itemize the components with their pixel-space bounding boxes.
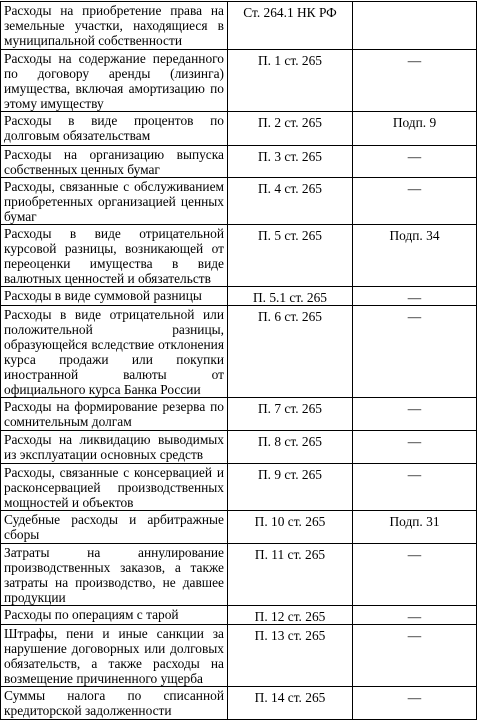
table-row [1, 511, 477, 544]
table-row [1, 50, 477, 112]
table-row [1, 687, 477, 720]
tax-code-article: П. 8 ст. 265 [228, 431, 353, 464]
subparagraph-reference: — [353, 687, 477, 720]
subparagraph-reference: — [353, 146, 477, 178]
tax-code-article: П. 10 ст. 265 [228, 511, 353, 544]
subparagraph-reference: Подп. 9 [353, 112, 477, 146]
expense-description: Расходы на приобретение права на земельные участки, находящиеся в муниципальной собственности [1, 2, 228, 50]
expense-description: Расходы в виде отрицательной или положительной разницы, образующейся вследствие отклонения курса продажи или покупки иностранной валюты от официального курса Банка России [1, 306, 228, 398]
subparagraph-reference [353, 2, 477, 50]
tax-code-article: П. 9 ст. 265 [228, 464, 353, 511]
subparagraph-reference: — [353, 544, 477, 606]
table-row [1, 464, 477, 511]
tax-code-article: П. 5 ст. 265 [228, 225, 353, 287]
expense-description: Расходы по операциям с тарой [1, 606, 228, 625]
expense-description: Расходы в виде процентов по долговым обязательствам [1, 112, 228, 146]
subparagraph-reference: — [353, 178, 477, 225]
table-row [1, 178, 477, 225]
subparagraph-reference: Подп. 31 [353, 511, 477, 544]
tax-code-article: Ст. 264.1 НК РФ [228, 2, 353, 50]
tax-code-article: П. 5.1 ст. 265 [228, 287, 353, 306]
expense-description: Расходы на формирование резерва по сомнительным долгам [1, 398, 228, 431]
tax-code-article: П. 11 ст. 265 [228, 544, 353, 606]
tax-code-article: П. 13 ст. 265 [228, 625, 353, 687]
table-row [1, 544, 477, 606]
tax-code-article: П. 4 ст. 265 [228, 178, 353, 225]
tax-code-article: П. 1 ст. 265 [228, 50, 353, 112]
tax-code-article: П. 6 ст. 265 [228, 306, 353, 398]
expense-articles-table [0, 1, 477, 720]
tax-code-article: П. 12 ст. 265 [228, 606, 353, 625]
subparagraph-reference: — [353, 431, 477, 464]
table-row [1, 146, 477, 178]
table-row [1, 306, 477, 398]
subparagraph-reference: — [353, 398, 477, 431]
table-row [1, 606, 477, 625]
tax-code-article: П. 14 ст. 265 [228, 687, 353, 720]
subparagraph-reference: — [353, 464, 477, 511]
table-row [1, 398, 477, 431]
subparagraph-reference: — [353, 306, 477, 398]
table-row [1, 625, 477, 687]
subparagraph-reference: — [353, 287, 477, 306]
expense-description: Расходы на организацию выпуска собственных ценных бумаг [1, 146, 228, 178]
expense-description: Затраты на аннулирование производственных заказов, а также затраты на производство, не давшее продукции [1, 544, 228, 606]
subparagraph-reference: Подп. 34 [353, 225, 477, 287]
expense-description: Расходы на ликвидацию выводимых из эксплуатации основных средств [1, 431, 228, 464]
table-row [1, 225, 477, 287]
expense-description: Судебные расходы и арбитражные сборы [1, 511, 228, 544]
tax-code-article: П. 2 ст. 265 [228, 112, 353, 146]
table-row [1, 2, 477, 50]
table-row [1, 287, 477, 306]
expense-description: Расходы в виде суммовой разницы [1, 287, 228, 306]
expense-description: Расходы в виде отрицательной курсовой разницы, возникающей от переоценки имущества в виде валютных ценностей и обязательств [1, 225, 228, 287]
expense-description: Штрафы, пени и иные санкции за нарушение договорных или долговых обязательств, а также расходы на возмещение причиненного ущерба [1, 625, 228, 687]
tax-code-article: П. 7 ст. 265 [228, 398, 353, 431]
expense-description: Расходы, связанные с обслуживанием приобретенных организацией ценных бумаг [1, 178, 228, 225]
table-row [1, 431, 477, 464]
table-row [1, 112, 477, 146]
subparagraph-reference: — [353, 50, 477, 112]
expense-description: Расходы, связанные с консервацией и расконсервацией производственных мощностей и объектов [1, 464, 228, 511]
subparagraph-reference: — [353, 606, 477, 625]
subparagraph-reference: — [353, 625, 477, 687]
expense-description: Расходы на содержание переданного по договору аренды (лизинга) имущества, включая амортизацию по этому имуществу [1, 50, 228, 112]
expense-description: Суммы налога по списанной кредиторской задолженности [1, 687, 228, 720]
tax-code-article: П. 3 ст. 265 [228, 146, 353, 178]
